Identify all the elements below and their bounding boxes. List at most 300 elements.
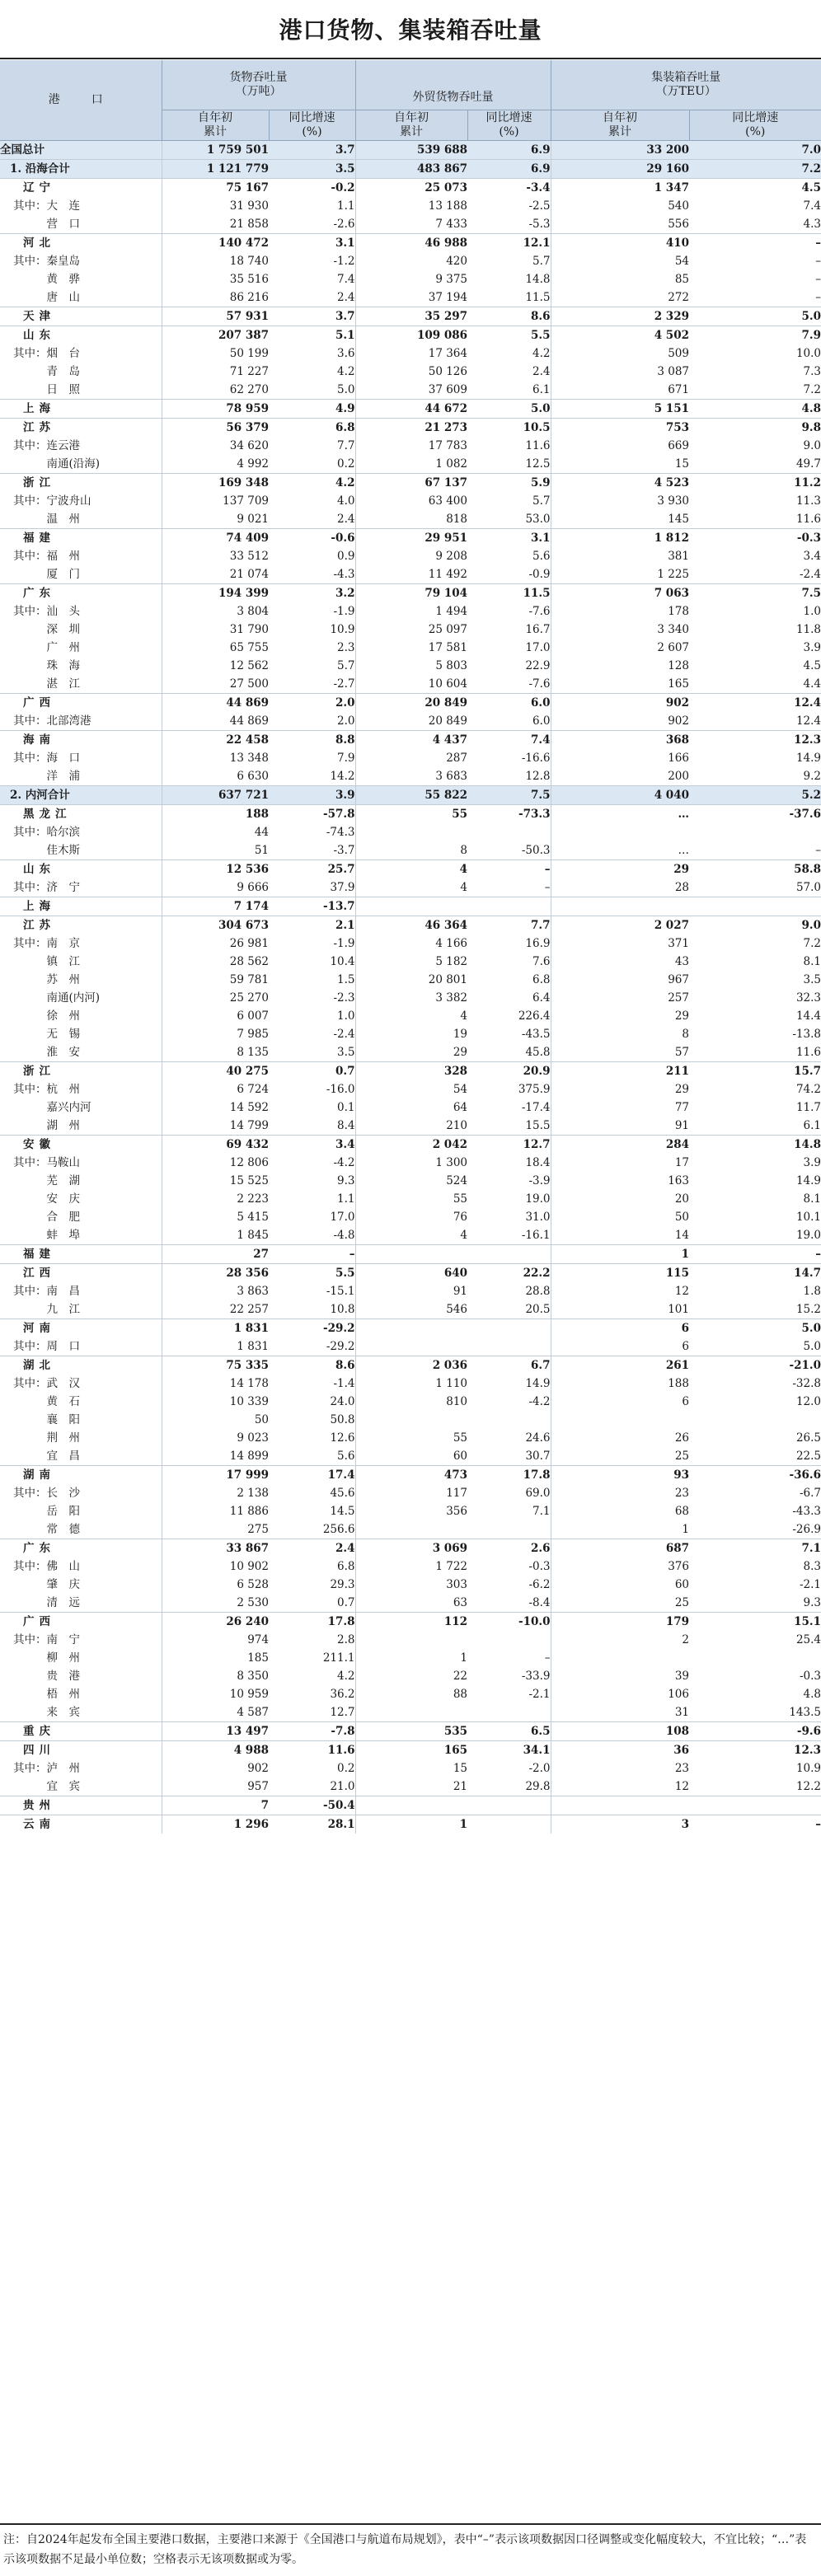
table-row xyxy=(0,307,821,326)
container-ytd-cell xyxy=(551,1411,689,1429)
table-row xyxy=(0,1484,821,1502)
container-yoy-cell: 12.4 xyxy=(689,694,821,713)
foreign-ytd-cell: 54 xyxy=(355,1080,467,1098)
cargo-yoy-cell: 17.0 xyxy=(330,1211,355,1224)
container-yoy-cell: 8.1 xyxy=(803,955,821,968)
table-row xyxy=(0,621,821,639)
container-ytd-cell xyxy=(551,823,689,841)
table-row xyxy=(0,1007,821,1025)
port-name-cell: 其中：宁波舟山 xyxy=(13,494,91,508)
port-name-cell: 荆 州 xyxy=(13,1431,80,1445)
port-name-cell: 河北 xyxy=(0,234,162,253)
header-cargo-unit: （万吨） xyxy=(235,85,282,98)
foreign-ytd-cell: 60 xyxy=(355,1447,467,1466)
cargo-yoy-cell: 7.9 xyxy=(337,752,355,765)
container-ytd-cell xyxy=(551,1796,689,1815)
cargo-ytd-cell: 1 759 501 xyxy=(162,141,269,160)
cargo-ytd-cell: 28 356 xyxy=(162,1264,269,1283)
cargo-ytd-cell: 8 350 xyxy=(162,1667,269,1685)
port-name-cell: 全国总计 xyxy=(0,141,162,160)
port-name-cell: 蚌 埠 xyxy=(13,1229,80,1242)
table-row xyxy=(0,1741,821,1760)
foreign-yoy-cell: 226.4 xyxy=(518,1009,551,1023)
cargo-ytd-cell: 62 270 xyxy=(162,381,269,400)
port-name-cell: 福建 xyxy=(0,529,162,548)
foreign-ytd-cell: 88 xyxy=(355,1685,467,1703)
cargo-ytd-cell: 6 528 xyxy=(162,1576,269,1594)
cargo-ytd-cell: 6 724 xyxy=(162,1080,269,1098)
container-ytd-cell: 1 812 xyxy=(551,529,689,548)
cargo-ytd-cell: 40 275 xyxy=(162,1062,269,1081)
table-row xyxy=(0,1356,821,1375)
header-ytd-line1: 自年初 xyxy=(198,111,232,124)
header-ytd-line1: 自年初 xyxy=(603,111,637,124)
foreign-yoy-cell: 12.5 xyxy=(525,457,551,471)
container-yoy-cell: 25.4 xyxy=(795,1633,821,1646)
cargo-yoy-cell: -4.3 xyxy=(333,568,355,581)
foreign-ytd-cell: 1 xyxy=(355,1649,467,1667)
cargo-ytd-cell: 9 021 xyxy=(162,510,269,529)
port-name-cell: 广西 xyxy=(0,1613,162,1632)
table-row xyxy=(0,1685,821,1703)
cargo-yoy-cell: 4.2 xyxy=(337,1670,355,1683)
port-name-cell: 海南 xyxy=(0,731,162,750)
foreign-ytd-cell: 112 xyxy=(355,1613,467,1632)
container-yoy-cell: 4.5 xyxy=(803,659,821,672)
table-row xyxy=(0,1319,821,1338)
table-row xyxy=(0,141,821,160)
foreign-ytd-cell: 20 801 xyxy=(355,971,467,989)
cargo-ytd-cell: 50 199 xyxy=(162,344,269,363)
cargo-yoy-cell: 2.1 xyxy=(269,916,355,935)
foreign-ytd-cell xyxy=(355,1796,467,1815)
container-yoy-cell: 58.8 xyxy=(689,860,821,879)
table-row xyxy=(0,786,821,805)
foreign-ytd-cell: 287 xyxy=(355,749,467,767)
foreign-ytd-cell: 55 xyxy=(355,1190,467,1208)
header-yoy-line2: (%) xyxy=(499,125,519,138)
foreign-ytd-cell: 535 xyxy=(355,1722,467,1741)
foreign-ytd-cell: 91 xyxy=(355,1282,467,1300)
cargo-ytd-cell: 3 804 xyxy=(162,602,269,621)
container-ytd-cell: 106 xyxy=(551,1685,689,1703)
cargo-ytd-cell: 50 xyxy=(162,1411,269,1429)
cargo-ytd-cell: 75 167 xyxy=(162,179,269,198)
cargo-yoy-cell: -29.2 xyxy=(269,1319,355,1338)
container-yoy-cell: 4.8 xyxy=(803,1688,821,1701)
port-name-cell: 其中：秦皇岛 xyxy=(13,255,80,268)
cargo-yoy-cell: 10.4 xyxy=(330,955,355,968)
cargo-ytd-cell: 974 xyxy=(162,1631,269,1649)
cargo-yoy-cell: -2.3 xyxy=(333,991,355,1005)
header-foreign-yoy xyxy=(467,110,551,141)
foreign-ytd-cell: 44 672 xyxy=(355,400,467,419)
cargo-ytd-cell: 51 xyxy=(162,841,269,860)
container-yoy-cell: 10.9 xyxy=(795,1762,821,1775)
container-yoy-cell: – xyxy=(689,234,821,253)
foreign-yoy-cell: 6.8 xyxy=(532,973,551,986)
container-ytd-cell: 163 xyxy=(551,1172,689,1190)
container-yoy-cell: 14.9 xyxy=(795,1174,821,1187)
port-name-cell: 其中：佛 山 xyxy=(13,1560,80,1573)
container-yoy-cell: 15.1 xyxy=(689,1613,821,1632)
table-row xyxy=(0,215,821,234)
port-name-cell: 宜 宾 xyxy=(13,1780,80,1793)
table-row xyxy=(0,455,821,474)
foreign-ytd-cell: 5 803 xyxy=(355,657,467,675)
table-row xyxy=(0,934,821,953)
container-ytd-cell: 1 225 xyxy=(551,565,689,584)
header-cargo-label: 货物吞吐量 xyxy=(229,71,288,84)
container-yoy-cell: -43.3 xyxy=(792,1505,821,1518)
cargo-yoy-cell: 17.8 xyxy=(269,1613,355,1632)
port-name-cell: 洋 浦 xyxy=(13,770,80,783)
container-yoy-cell: 7.5 xyxy=(689,584,821,603)
header-foreign: 外贸货物吞吐量 xyxy=(355,85,551,110)
table-row xyxy=(0,419,821,438)
port-name-cell: 柳 州 xyxy=(13,1651,80,1665)
container-ytd-cell: 368 xyxy=(551,731,689,750)
cargo-yoy-cell: 2.4 xyxy=(337,513,355,526)
foreign-ytd-cell: 818 xyxy=(355,510,467,529)
foreign-ytd-cell: 810 xyxy=(355,1393,467,1411)
foreign-yoy-cell: 3.1 xyxy=(467,529,551,548)
foreign-ytd-cell: 1 300 xyxy=(355,1154,467,1172)
foreign-yoy-cell xyxy=(467,1319,551,1338)
container-yoy-cell: 4.3 xyxy=(803,218,821,231)
cargo-yoy-cell: 256.6 xyxy=(322,1523,355,1536)
table-row xyxy=(0,1282,821,1300)
foreign-yoy-cell: -4.2 xyxy=(528,1395,551,1408)
cargo-ytd-cell: 9 666 xyxy=(162,878,269,897)
port-name-cell: 襄 阳 xyxy=(13,1413,80,1426)
container-yoy-cell: 14.8 xyxy=(689,1136,821,1155)
foreign-yoy-cell: -10.0 xyxy=(467,1613,551,1632)
container-ytd-cell: 4 523 xyxy=(551,474,689,493)
foreign-yoy-cell: 6.5 xyxy=(467,1722,551,1741)
cargo-ytd-cell: 2 138 xyxy=(162,1484,269,1502)
header-port: 港 口 xyxy=(0,60,162,141)
port-name-cell: 其中：济 宁 xyxy=(13,881,80,894)
foreign-yoy-cell: 16.7 xyxy=(525,623,551,636)
cargo-yoy-cell: -1.4 xyxy=(333,1377,355,1390)
container-yoy-cell: 7.3 xyxy=(803,365,821,378)
foreign-yoy-cell: 6.9 xyxy=(467,141,551,160)
cargo-yoy-cell: -2.6 xyxy=(333,218,355,231)
header-cargo-cont xyxy=(355,60,551,85)
container-yoy-cell: 143.5 xyxy=(789,1706,821,1719)
cargo-yoy-cell: 5.1 xyxy=(269,326,355,345)
foreign-ytd-cell: 303 xyxy=(355,1576,467,1594)
cargo-yoy-cell: -29.2 xyxy=(326,1340,355,1353)
cargo-ytd-cell: 7 985 xyxy=(162,1025,269,1043)
foreign-ytd-cell: 524 xyxy=(355,1172,467,1190)
container-ytd-cell: 2 xyxy=(551,1631,689,1649)
cargo-ytd-cell: 275 xyxy=(162,1520,269,1539)
foreign-ytd-cell: 5 182 xyxy=(355,953,467,971)
foreign-yoy-cell: 19.0 xyxy=(525,1192,551,1206)
foreign-yoy-cell: -8.4 xyxy=(528,1596,551,1609)
table-row xyxy=(0,1777,821,1796)
header-yoy-line1: 同比增速 xyxy=(486,111,532,124)
foreign-ytd-cell: 640 xyxy=(355,1264,467,1283)
foreign-yoy-cell: 29.8 xyxy=(525,1780,551,1793)
port-name-cell: 镇 江 xyxy=(13,955,80,968)
container-ytd-cell: 7 063 xyxy=(551,584,689,603)
foreign-ytd-cell: 17 364 xyxy=(355,344,467,363)
port-name-cell: 江苏 xyxy=(0,419,162,438)
cargo-yoy-cell: 6.8 xyxy=(269,419,355,438)
container-ytd-cell: 25 xyxy=(551,1594,689,1613)
table-header xyxy=(0,60,821,141)
container-yoy-cell: – xyxy=(815,291,821,304)
container-yoy-cell: -36.6 xyxy=(689,1466,821,1485)
table-row xyxy=(0,1631,821,1649)
container-yoy-cell: 7.4 xyxy=(803,199,821,213)
cargo-ytd-cell: 22 458 xyxy=(162,731,269,750)
cargo-ytd-cell: 6 007 xyxy=(162,1007,269,1025)
container-yoy-cell: 9.0 xyxy=(803,439,821,452)
cargo-yoy-cell: -7.8 xyxy=(269,1722,355,1741)
cargo-yoy-cell: 3.5 xyxy=(337,1046,355,1059)
foreign-ytd-cell xyxy=(355,1703,467,1722)
container-ytd-cell: 1 xyxy=(551,1520,689,1539)
table-row xyxy=(0,878,821,897)
cargo-yoy-cell: 4.9 xyxy=(269,400,355,419)
cargo-yoy-cell: 45.6 xyxy=(330,1487,355,1500)
container-ytd-cell: 902 xyxy=(551,694,689,713)
table-row xyxy=(0,897,821,916)
table-row xyxy=(0,179,821,198)
cargo-yoy-cell: 1.0 xyxy=(337,1009,355,1023)
cargo-yoy-cell: 1.1 xyxy=(337,1192,355,1206)
cargo-yoy-cell: -0.6 xyxy=(269,529,355,548)
table-row xyxy=(0,1375,821,1393)
container-ytd-cell: 272 xyxy=(551,288,689,307)
container-yoy-cell: 1.0 xyxy=(803,605,821,618)
container-yoy-cell: -9.6 xyxy=(689,1722,821,1741)
container-ytd-cell: 4 502 xyxy=(551,326,689,345)
container-yoy-cell: – xyxy=(815,844,821,857)
cargo-ytd-cell: 15 525 xyxy=(162,1172,269,1190)
foreign-yoy-cell: 16.9 xyxy=(525,937,551,950)
foreign-ytd-cell xyxy=(355,823,467,841)
cargo-yoy-cell: 0.7 xyxy=(337,1596,355,1609)
port-name-cell: 营 口 xyxy=(13,218,80,231)
table-row xyxy=(0,326,821,345)
container-yoy-cell: 12.3 xyxy=(689,1741,821,1760)
cargo-yoy-cell: -0.2 xyxy=(269,179,355,198)
port-name-cell: 常 德 xyxy=(13,1523,80,1536)
cargo-yoy-cell: 1.1 xyxy=(337,199,355,213)
cargo-ytd-cell: 10 339 xyxy=(162,1393,269,1411)
port-name-cell: 芜 湖 xyxy=(13,1174,80,1187)
table-row xyxy=(0,363,821,381)
table-row xyxy=(0,1649,821,1667)
container-yoy-cell: 19.0 xyxy=(795,1229,821,1242)
foreign-yoy-cell xyxy=(467,1411,551,1429)
port-name-cell: 岳 阳 xyxy=(13,1505,80,1518)
cargo-ytd-cell: 4 992 xyxy=(162,455,269,474)
cargo-yoy-cell: 0.2 xyxy=(337,1762,355,1775)
foreign-yoy-cell: 7.7 xyxy=(467,916,551,935)
foreign-yoy-cell: 28.8 xyxy=(525,1285,551,1298)
cargo-yoy-cell: -2.7 xyxy=(333,677,355,691)
foreign-yoy-cell: 11.5 xyxy=(525,291,551,304)
table-row xyxy=(0,731,821,750)
foreign-ytd-cell: 20 849 xyxy=(355,694,467,713)
container-ytd-cell: 57 xyxy=(551,1043,689,1062)
cargo-yoy-cell: 14.2 xyxy=(330,770,355,783)
header-container-yoy xyxy=(689,110,821,141)
port-name-cell: 云南 xyxy=(0,1815,162,1834)
container-yoy-cell: 1.8 xyxy=(803,1285,821,1298)
foreign-ytd-cell: 29 xyxy=(355,1043,467,1062)
container-ytd-cell: 43 xyxy=(551,953,689,971)
table-row xyxy=(0,916,821,935)
container-yoy-cell: 32.3 xyxy=(795,991,821,1005)
foreign-ytd-cell: 46 988 xyxy=(355,234,467,253)
header-ytd-line2: 累计 xyxy=(400,125,423,138)
foreign-ytd-cell: 63 xyxy=(355,1594,467,1613)
container-ytd-cell: 165 xyxy=(551,675,689,694)
foreign-ytd-cell: 356 xyxy=(355,1502,467,1520)
cargo-ytd-cell: 31 790 xyxy=(162,621,269,639)
port-name-cell: 梧 州 xyxy=(13,1688,80,1701)
container-ytd-cell: 3 930 xyxy=(551,492,689,510)
container-ytd-cell: 381 xyxy=(551,547,689,565)
cargo-ytd-cell: 194 399 xyxy=(162,584,269,603)
foreign-ytd-cell: 4 166 xyxy=(355,934,467,953)
foreign-yoy-cell xyxy=(467,823,551,841)
foreign-ytd-cell: 4 xyxy=(355,1007,467,1025)
cargo-ytd-cell: 9 023 xyxy=(162,1429,269,1447)
foreign-yoy-cell: 8.6 xyxy=(467,307,551,326)
cargo-yoy-cell: 12.7 xyxy=(330,1706,355,1719)
foreign-yoy-cell: 18.4 xyxy=(525,1156,551,1169)
container-ytd-cell: 8 xyxy=(551,1025,689,1043)
foreign-yoy-cell xyxy=(467,897,551,916)
table-row xyxy=(0,1393,821,1411)
cargo-yoy-cell: 28.1 xyxy=(269,1815,355,1834)
foreign-yoy-cell: -16.6 xyxy=(521,752,551,765)
table-row xyxy=(0,1245,821,1264)
container-yoy-cell: 3.9 xyxy=(803,1156,821,1169)
foreign-yoy-cell: 5.6 xyxy=(532,550,551,563)
foreign-ytd-cell: 17 581 xyxy=(355,639,467,657)
container-yoy-cell: -2.4 xyxy=(799,568,821,581)
cargo-yoy-cell: -4.2 xyxy=(333,1156,355,1169)
container-yoy-cell: 7.2 xyxy=(689,160,821,179)
container-ytd-cell: 60 xyxy=(551,1576,689,1594)
port-name-cell: 1. 沿海合计 xyxy=(0,160,162,179)
port-name-cell: 宜 昌 xyxy=(13,1450,80,1463)
foreign-ytd-cell: 109 086 xyxy=(355,326,467,345)
foreign-yoy-cell: 17.0 xyxy=(525,641,551,654)
cargo-ytd-cell: 1 831 xyxy=(162,1319,269,1338)
foreign-ytd-cell: 3 683 xyxy=(355,767,467,786)
cargo-yoy-cell: 3.2 xyxy=(269,584,355,603)
cargo-yoy-cell: 3.1 xyxy=(269,234,355,253)
container-ytd-cell: 179 xyxy=(551,1613,689,1632)
table-row xyxy=(0,1576,821,1594)
cargo-yoy-cell: 7.7 xyxy=(337,439,355,452)
cargo-yoy-cell: -50.4 xyxy=(269,1796,355,1815)
port-name-cell: 温 州 xyxy=(13,513,80,526)
cargo-yoy-cell: 0.9 xyxy=(337,550,355,563)
foreign-yoy-cell xyxy=(467,1796,551,1815)
table-row xyxy=(0,1136,821,1155)
foreign-yoy-cell: 31.0 xyxy=(525,1211,551,1224)
header-container-ytd xyxy=(551,110,689,141)
port-name-cell: 南通(内河) xyxy=(13,991,101,1005)
foreign-ytd-cell: 13 188 xyxy=(355,197,467,215)
container-ytd-cell: 29 160 xyxy=(551,160,689,179)
cargo-ytd-cell: 8 135 xyxy=(162,1043,269,1062)
port-name-cell: 浙江 xyxy=(0,1062,162,1081)
foreign-yoy-cell: 7.1 xyxy=(532,1505,551,1518)
container-ytd-cell: 687 xyxy=(551,1539,689,1558)
foreign-ytd-cell: 165 xyxy=(355,1741,467,1760)
table-row xyxy=(0,1264,821,1283)
foreign-ytd-cell: 76 xyxy=(355,1208,467,1226)
container-yoy-cell: 5.0 xyxy=(689,1319,821,1338)
title-rule xyxy=(0,58,821,59)
foreign-ytd-cell: 79 104 xyxy=(355,584,467,603)
cargo-yoy-cell: 3.5 xyxy=(269,160,355,179)
cargo-ytd-cell: 902 xyxy=(162,1759,269,1777)
container-yoy-cell: 9.3 xyxy=(803,1596,821,1609)
container-ytd-cell: 669 xyxy=(551,437,689,455)
container-yoy-cell: 9.2 xyxy=(803,770,821,783)
container-ytd-cell: 26 xyxy=(551,1429,689,1447)
cargo-ytd-cell: 56 379 xyxy=(162,419,269,438)
cargo-yoy-cell: -57.8 xyxy=(269,805,355,824)
port-name-cell: 其中：大 连 xyxy=(13,199,80,213)
container-yoy-cell: – xyxy=(815,273,821,286)
port-name-cell: 苏 州 xyxy=(13,973,80,986)
container-ytd-cell: 410 xyxy=(551,234,689,253)
port-name-cell: 重庆 xyxy=(0,1722,162,1741)
port-name-cell: 其中：海 口 xyxy=(13,752,80,765)
cargo-ytd-cell: 34 620 xyxy=(162,437,269,455)
table-row xyxy=(0,344,821,363)
port-name-cell: 湖北 xyxy=(0,1356,162,1375)
cargo-yoy-cell: 3.4 xyxy=(269,1136,355,1155)
container-yoy-cell: -0.3 xyxy=(799,1670,821,1683)
cargo-ytd-cell: 13 497 xyxy=(162,1722,269,1741)
container-yoy-cell: 26.5 xyxy=(795,1431,821,1445)
foreign-ytd-cell: 4 xyxy=(355,878,467,897)
table-row xyxy=(0,1796,821,1815)
cargo-ytd-cell: 71 227 xyxy=(162,363,269,381)
foreign-ytd-cell: 4 xyxy=(355,860,467,879)
container-yoy-cell: 10.1 xyxy=(795,1211,821,1224)
foreign-yoy-cell: 2.4 xyxy=(532,365,551,378)
cargo-ytd-cell: 27 xyxy=(162,1245,269,1264)
container-yoy-cell: 14.9 xyxy=(795,752,821,765)
port-name-cell: 清 远 xyxy=(13,1596,80,1609)
cargo-ytd-cell: 65 755 xyxy=(162,639,269,657)
foreign-yoy-cell: 10.5 xyxy=(467,419,551,438)
table-row xyxy=(0,197,821,215)
container-ytd-cell xyxy=(551,1649,689,1667)
container-ytd-cell: 671 xyxy=(551,381,689,400)
cargo-yoy-cell: 14.5 xyxy=(330,1505,355,1518)
table-row xyxy=(0,1172,821,1190)
table-row xyxy=(0,1429,821,1447)
container-yoy-cell: 12.2 xyxy=(795,1780,821,1793)
